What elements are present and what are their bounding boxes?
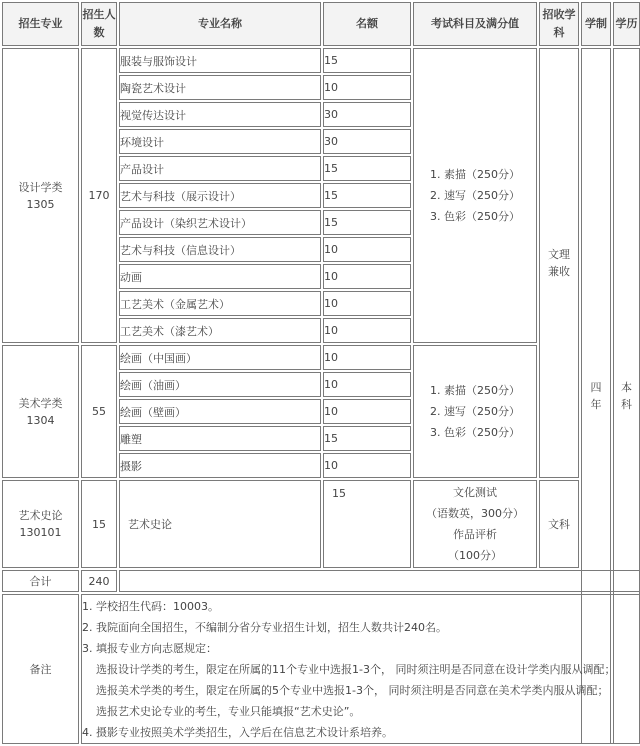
note-line: 选报设计学类的考生，限定在所属的11个专业中选报1-3个， 同时须注明是否同意在设计学类内服从调配； (96, 662, 616, 676)
major-name: 产品设计 (119, 156, 321, 181)
subject-item: 3. 色彩（250分） (430, 210, 520, 223)
major-name: 视觉传达设计 (119, 102, 321, 127)
note-line: 3. 填报专业方向志愿规定： (82, 641, 217, 655)
header-exam-subjects: 考试科目及满分值 (413, 2, 537, 46)
major-name: 工艺美术（金属艺术） (119, 291, 321, 316)
note-line: 1. 学校招生代码：10003。 (82, 599, 219, 613)
duration-value: 四年 (581, 48, 611, 744)
group-count: 15 (81, 480, 117, 568)
header-major-name: 专业名称 (119, 2, 321, 46)
major-quota: 15 (323, 183, 411, 208)
major-quota: 15 (323, 480, 411, 568)
subject-item: 2. 速写（250分） (430, 189, 520, 202)
major-quota: 10 (323, 264, 411, 289)
major-quota: 10 (323, 75, 411, 100)
subject-item: （100分） (448, 549, 502, 562)
total-value: 240 (81, 570, 117, 592)
group-art-history (2, 480, 79, 568)
admission-subject-art: 文理兼收 (539, 48, 579, 478)
major-name: 绘画（壁画） (119, 399, 321, 424)
major-name: 环境设计 (119, 129, 321, 154)
header-duration: 学制 (581, 2, 611, 46)
subject-item: 文化测试 (453, 486, 497, 499)
major-quota: 10 (323, 345, 411, 370)
header-degree: 学历 (613, 2, 640, 46)
note-line: 选报艺术史论专业的考生，专业只能填报“艺术史论”。 (96, 704, 361, 718)
header-enrollment: 招生人数 (81, 2, 117, 46)
exam-subjects-history (413, 480, 537, 568)
subject-item: 3. 色彩（250分） (430, 426, 520, 439)
major-quota: 10 (323, 399, 411, 424)
note-line: 选报美术学类的考生，限定在所属的5个专业中选报1-3个， 同时须注明是否同意在美术学类内服从调配； (96, 683, 609, 697)
exam-subjects-fine-art (413, 345, 537, 478)
exam-subjects-design (413, 48, 537, 343)
subject-item: 1. 素描（250分） (430, 168, 520, 181)
major-quota: 15 (323, 210, 411, 235)
major-name: 艺术史论 (119, 480, 321, 568)
header-quota: 名额 (323, 2, 411, 46)
group-name: 美术学类 (18, 396, 63, 410)
major-quota: 30 (323, 129, 411, 154)
group-design (2, 48, 79, 343)
notes-content (81, 594, 640, 744)
major-quota: 15 (323, 48, 411, 73)
total-label: 合计 (2, 570, 79, 592)
major-quota: 10 (323, 372, 411, 397)
group-code: 1304 (26, 413, 55, 427)
subject-item: 2. 速写（250分） (430, 405, 520, 418)
group-count: 55 (81, 345, 117, 478)
major-quota: 10 (323, 318, 411, 343)
major-quota: 10 (323, 453, 411, 478)
major-name: 艺术与科技（展示设计） (119, 183, 321, 208)
major-name: 陶瓷艺术设计 (119, 75, 321, 100)
major-name: 产品设计（染织艺术设计） (119, 210, 321, 235)
major-quota: 10 (323, 237, 411, 262)
subject-item: 作品评析 (453, 528, 497, 541)
major-quota: 15 (323, 156, 411, 181)
header-major-group: 招生专业 (2, 2, 79, 46)
major-name: 绘画（中国画） (119, 345, 321, 370)
group-code: 130101 (19, 526, 62, 539)
major-name: 工艺美术（漆艺术） (119, 318, 321, 343)
major-quota: 10 (323, 291, 411, 316)
note-line: 4. 摄影专业按照美术学类招生，入学后在信息艺术设计系培养。 (82, 725, 393, 739)
subject-item: 1. 素描（250分） (430, 384, 520, 397)
admission-subject-history: 文科 (539, 480, 579, 568)
major-name: 服装与服饰设计 (119, 48, 321, 73)
total-empty (119, 570, 640, 592)
group-name: 艺术史论 (18, 509, 63, 522)
notes-row (2, 594, 640, 744)
major-quota: 30 (323, 102, 411, 127)
major-name: 动画 (119, 264, 321, 289)
group-name: 设计学类 (18, 180, 63, 194)
major-name: 艺术与科技（信息设计） (119, 237, 321, 262)
group-fine-art (2, 345, 79, 478)
header-row (2, 2, 640, 46)
group-code: 1305 (26, 197, 55, 211)
table-row (2, 480, 640, 568)
subject-item: （语数英，300分） (426, 507, 524, 520)
major-quota: 15 (323, 426, 411, 451)
major-name: 绘画（油画） (119, 372, 321, 397)
group-count: 170 (81, 48, 117, 343)
degree-value: 本科 (613, 48, 640, 744)
note-line: 2. 我院面向全国招生，不编制分省分专业招生计划，招生人数共计240名。 (82, 620, 447, 634)
major-name: 摄影 (119, 453, 321, 478)
notes-label: 备注 (2, 594, 79, 744)
table-row (2, 48, 640, 73)
major-name: 雕塑 (119, 426, 321, 451)
header-admission-subject: 招收学科 (539, 2, 579, 46)
total-row (2, 570, 640, 592)
